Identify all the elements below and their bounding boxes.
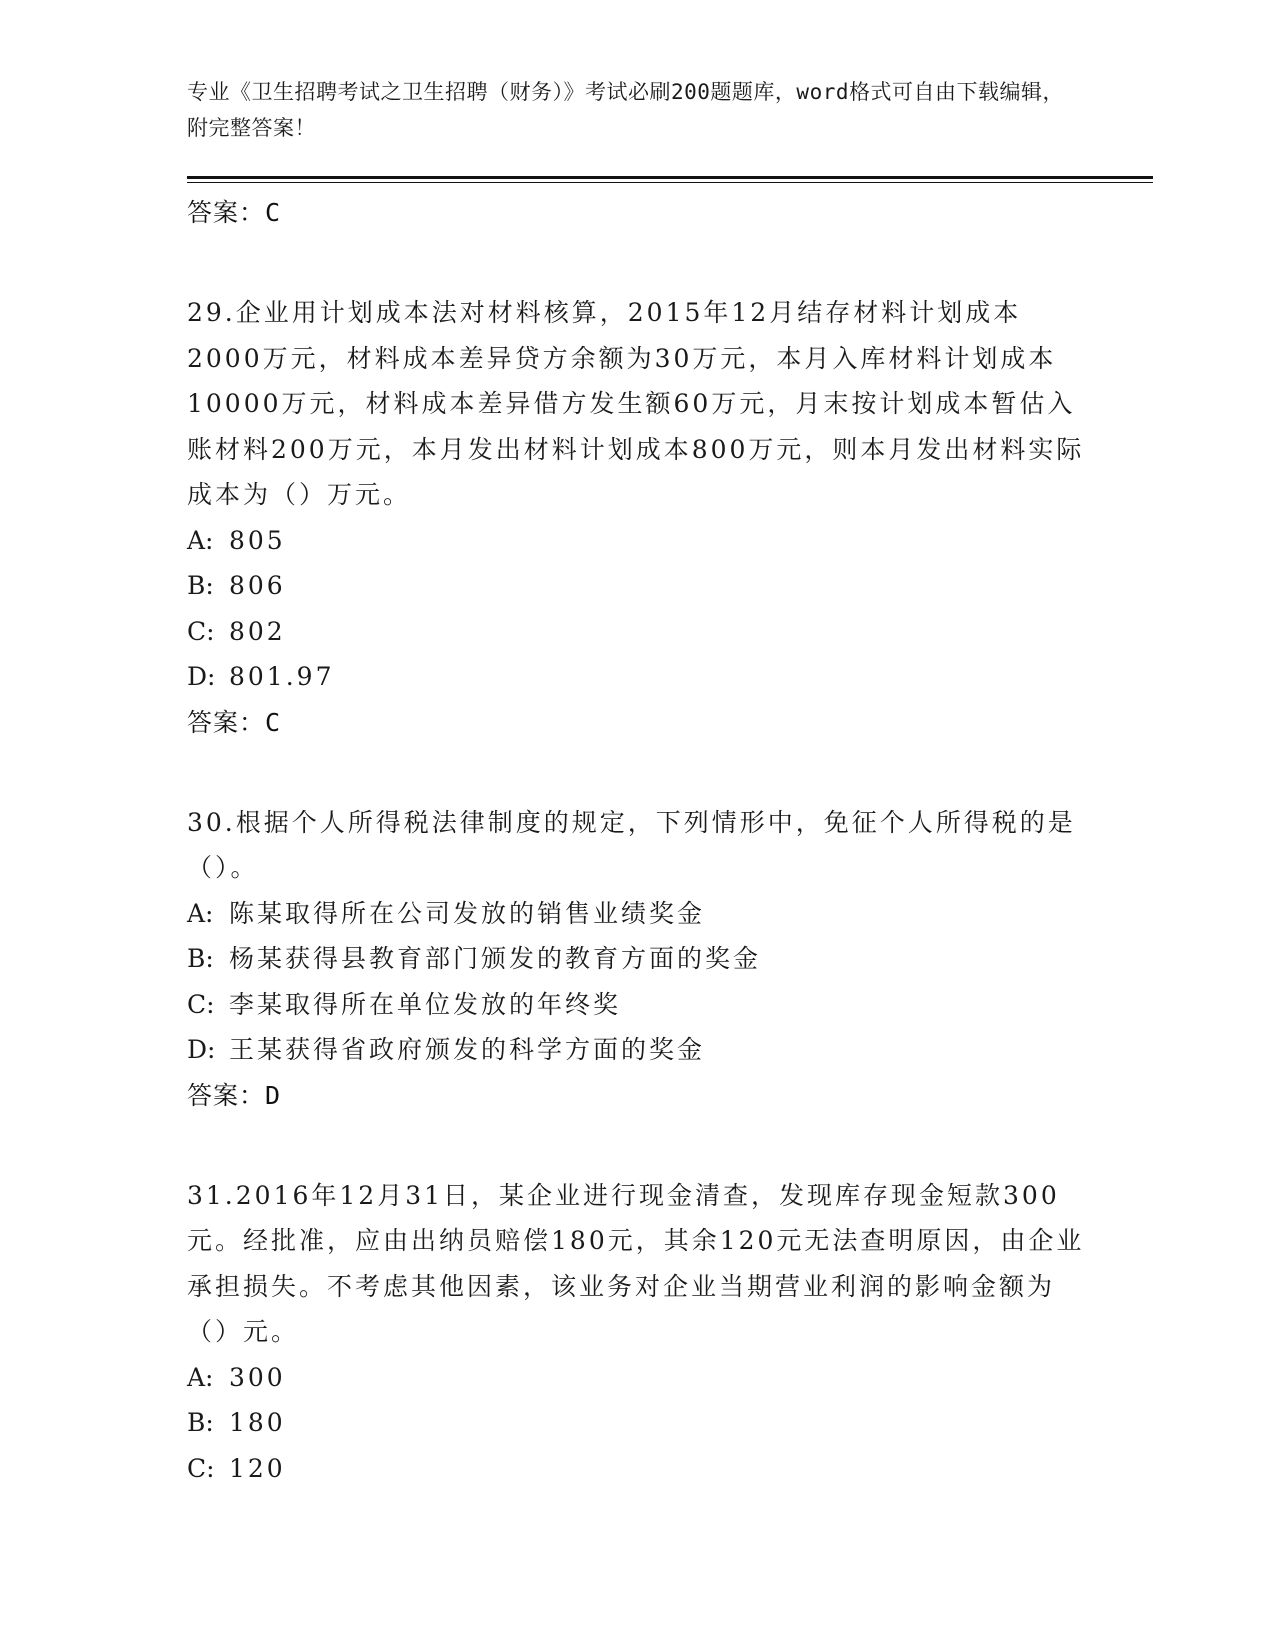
answer-label: 答案： xyxy=(187,707,266,737)
question-29 xyxy=(187,290,1087,746)
option-c: C: 120 xyxy=(187,1453,286,1483)
option-c: C: 802 xyxy=(187,616,286,646)
option-b: B: 杨某获得县教育部门颁发的教育方面的奖金 xyxy=(187,944,762,973)
answer-value: D xyxy=(265,1080,282,1110)
option-a: A: 300 xyxy=(187,1362,286,1392)
header-divider-thin xyxy=(187,182,1153,183)
header-divider-thick xyxy=(187,176,1153,179)
question-text: 29.企业用计划成本法对材料核算，2015年12月结存材料计划成本2000万元，材料成本差异贷方余额为30万元，本月入库材料计划成本10000万元，材料成本差异借方发生额60万元，月末按计划成本暂估入账材料200万元，本月发出材料计划成本800万元，则本月发出材料实际成本为（）万元。 xyxy=(187,298,1085,509)
question-text: 31.2016年12月31日，某企业进行现金清查，发现库存现金短款300元。经批准，应由出纳员赔偿180元，其余120元无法查明原因，由企业承担损失。不考虑其他因素，该业务对企业当期营业利润的影响金额为（）元。 xyxy=(187,1180,1085,1346)
page-header: 专业《卫生招聘考试之卫生招聘（财务）》考试必刷200题题库，word格式可自由下载编辑，附完整答案！ xyxy=(187,80,1064,140)
question-31 xyxy=(187,1173,1087,1492)
answer-line xyxy=(187,190,1087,236)
option-a: A: 陈某取得所在公司发放的销售业绩奖金 xyxy=(187,898,706,928)
question-30 xyxy=(187,800,1087,1119)
option-b: B: 806 xyxy=(187,571,286,600)
option-c: C: 李某取得所在单位发放的年终奖 xyxy=(187,989,622,1019)
option-b: B: 180 xyxy=(187,1408,286,1437)
answer-value: C xyxy=(265,707,282,737)
question-text: 30.根据个人所得税法律制度的规定，下列情形中，免征个人所得税的是（）。 xyxy=(187,807,1076,882)
answer-value: C xyxy=(265,198,282,227)
answer-line xyxy=(187,1073,1087,1119)
answer-label: 答案： xyxy=(187,198,266,227)
option-d: D: 801.97 xyxy=(187,662,335,691)
question-list xyxy=(187,190,1087,1491)
option-a: A: 805 xyxy=(187,525,286,555)
option-d: D: 王某获得省政府颁发的科学方面的奖金 xyxy=(187,1035,706,1064)
answer-label: 答案： xyxy=(187,1080,266,1110)
answer-line xyxy=(187,700,1087,746)
